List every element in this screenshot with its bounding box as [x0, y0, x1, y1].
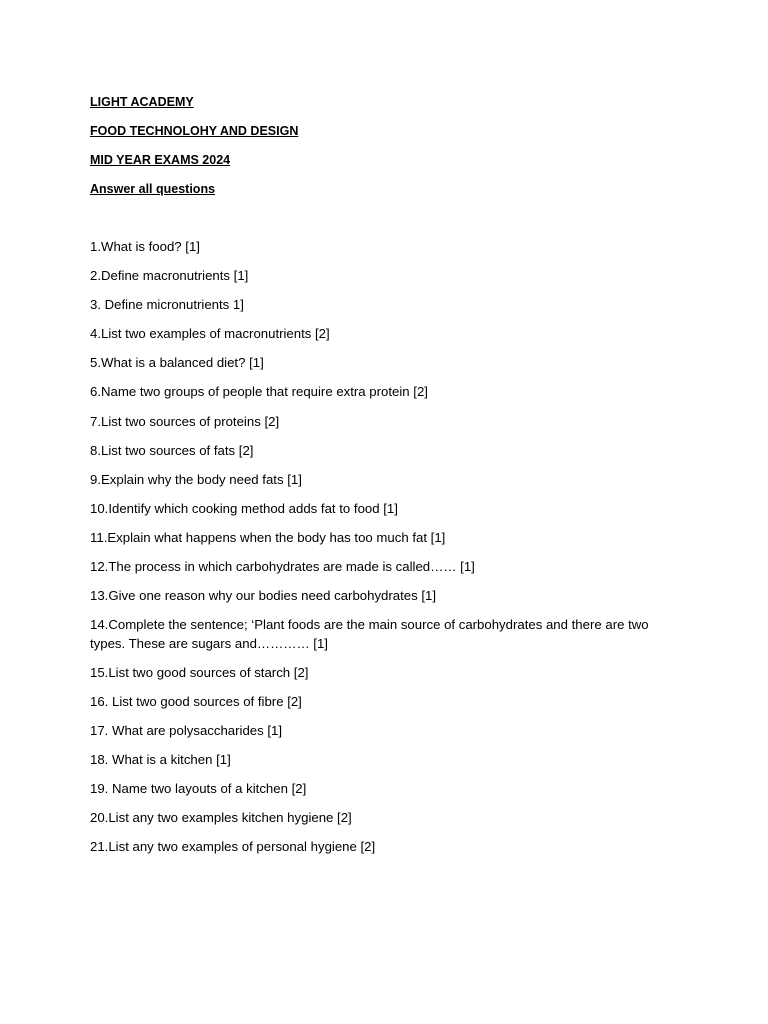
question-21: 21.List any two examples of personal hygiene [2]: [90, 839, 376, 855]
question-15: 15.List two good sources of starch [2]: [90, 664, 309, 680]
question-3: 3. Define micronutrients 1]: [90, 297, 244, 313]
question-8: 8.List two sources of fats [2]: [90, 442, 254, 458]
question-19: 19. Name two layouts of a kitchen [2]: [90, 781, 307, 797]
question-20: 20.List any two examples kitchen hygiene [2]: [90, 810, 352, 826]
question-4: 4.List two examples of macronutrients [2]: [90, 326, 330, 342]
question-13: 13.Give one reason why our bodies need carbohydrates [1]: [90, 588, 437, 604]
school-name: LIGHT ACADEMY: [90, 95, 194, 109]
subject-title: FOOD TECHNOLOHY AND DESIGN: [90, 124, 299, 138]
question-11: 11.Explain what happens when the body has too much fat [1]: [90, 529, 446, 545]
exam-title: MID YEAR EXAMS 2024: [90, 153, 231, 167]
question-7: 7.List two sources of proteins [2]: [90, 413, 280, 429]
question-6: 6.Name two groups of people that require extra protein [2]: [90, 384, 428, 400]
document-body: [90, 93, 680, 867]
question-9: 9.Explain why the body need fats [1]: [90, 471, 302, 487]
question-17: 17. What are polysaccharides [1]: [90, 723, 283, 738]
question-10: 10.Identify which cooking method adds fat to food [1]: [90, 500, 398, 516]
question-18: 18. What is a kitchen [1]: [90, 752, 231, 768]
question-2: 2.Define macronutrients [1]: [90, 268, 249, 284]
question-12: 12.The process in which carbohydrates are made is called…… [1]: [90, 559, 475, 575]
question-5: 5.What is a balanced diet? [1]: [90, 355, 264, 371]
question-1: 1.What is food? [1]: [90, 239, 200, 254]
instructions: Answer all questions: [90, 182, 216, 196]
question-14: 14.Complete the sentence; ‘Plant foods are the main source of carbohydrates and there are two types. These are sugars and………… [1]: [90, 617, 649, 651]
question-16: 16. List two good sources of fibre [2]: [90, 693, 302, 709]
